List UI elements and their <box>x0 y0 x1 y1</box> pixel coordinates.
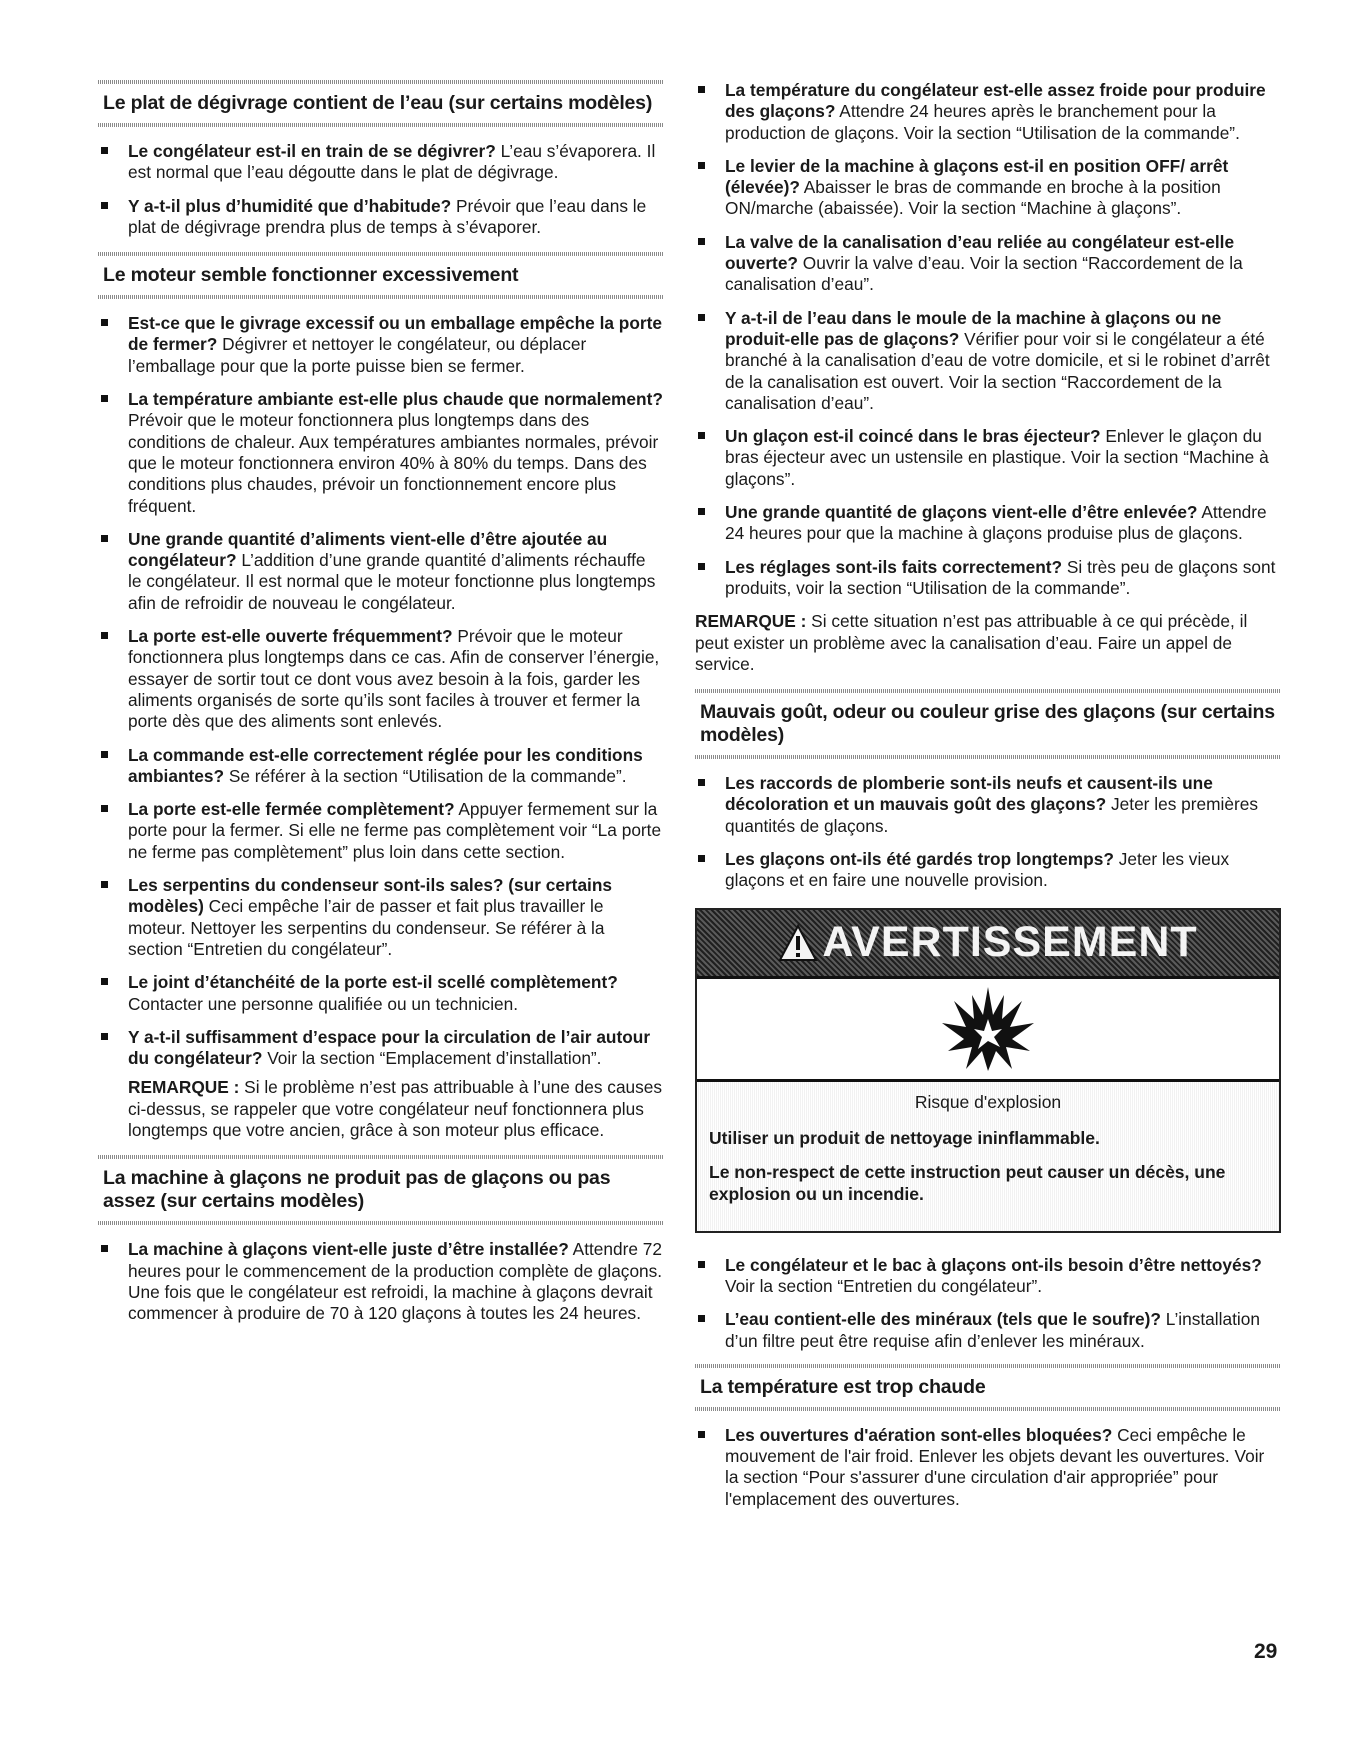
item-answer: Vérifier pour voir si le congélateur a été branché à la canalisation d’eau de votre domicile, et si le robinet d’arrêt de la canalisation est ouvert. Voir la section “Raccordement de la canalisation d’eau”. <box>725 328 1270 413</box>
remark <box>695 611 1281 675</box>
item-question: Y a-t-il suffisamment d’espace pour la circulation de l’air autour du congélateur? <box>128 1026 651 1069</box>
bullet-icon <box>101 395 108 402</box>
bullet-icon <box>101 978 108 985</box>
item-answer: Voir la section “Emplacement d’installation”. <box>262 1048 602 1069</box>
list-item <box>695 1309 1281 1352</box>
bullet-icon <box>698 563 705 570</box>
bullet-icon <box>698 1261 705 1268</box>
list-item <box>98 389 663 517</box>
list-item <box>695 156 1281 220</box>
item-answer: Attendre 24 heures après le branchement pour la production de glaçons. Voir la section “Utilisation de la commande”. <box>725 101 1240 143</box>
bullet-icon <box>698 1431 705 1438</box>
explosion-icon <box>938 985 1038 1073</box>
list-item <box>98 626 663 732</box>
list-item <box>695 773 1281 837</box>
section-header <box>98 1155 663 1225</box>
left-column <box>98 80 663 1338</box>
item-question: Les serpentins du condenseur sont-ils sales? (sur certains modèles) <box>128 875 613 917</box>
ice-maker-continued-list <box>695 80 1281 599</box>
remark-label: REMARQUE : <box>695 611 807 632</box>
list-item <box>695 80 1281 144</box>
bullet-icon <box>101 632 108 639</box>
section-header <box>695 689 1281 759</box>
list-item <box>695 502 1281 545</box>
item-answer: L’addition d’une grande quantité d’aliments réchauffe le congélateur. Il est normal que le moteur fonctionne plus longtemps afin de refroidir de nouveau le congélateur. <box>128 550 656 613</box>
bullet-icon <box>101 319 108 326</box>
section-header <box>98 252 663 299</box>
bullet-icon <box>698 86 705 93</box>
item-answer: Jeter les premières quantités de glaçons. <box>725 794 1258 836</box>
item-answer: Dégivrer et nettoyer le congélateur, ou déplacer l’emballage pour que la porte puisse bien se fermer. <box>128 334 587 376</box>
item-question: Y a-t-il de l’eau dans le moule de la machine à glaçons ou ne produit-elle pas de glaçons? <box>725 307 1222 349</box>
item-question: La porte est-elle fermée complètement? <box>128 799 455 820</box>
remark-text: Si cette situation n’est pas attribuable à ce qui précède, il peut exister un problème avec la canalisation d’eau. Faire un appel de service. <box>695 611 1248 674</box>
item-answer: Appuyer fermement sur la porte pour la fermer. Si elle ne ferme pas complètement voir “La porte ne ferme pas complètement” plus loin dans cette section. <box>128 799 662 862</box>
list-item <box>98 313 663 377</box>
item-answer: Se référer à la section “Utilisation de la commande”. <box>224 765 627 786</box>
item-answer: Si très peu de glaçons sont produits, voir la section “Utilisation de la commande”. <box>725 556 1276 598</box>
item-answer: Ceci empêche l’air de passer et fait plus travailler le moteur. Nettoyer les serpentins du condenseur. Se référer à la section “Entretien du congélateur”. <box>128 896 605 959</box>
section-title: Mauvais goût, odeur ou couleur grise des glaçons (sur certains modèles) <box>700 701 1275 747</box>
section-header <box>98 80 663 127</box>
item-question: Le levier de la machine à glaçons est-il en position OFF/ arrêt (élevée)? <box>725 155 1229 198</box>
item-answer: Contacter une personne qualifiée ou un technicien. <box>128 993 519 1014</box>
item-answer: L’installation d’un filtre peut être requise afin d’enlever les minéraux. <box>725 1309 1260 1351</box>
section-title: La machine à glaçons ne produit pas de glaçons ou pas assez (sur certains modèles) <box>103 1167 611 1213</box>
bullet-icon <box>698 238 705 245</box>
list-item <box>98 141 663 184</box>
bullet-icon <box>101 1033 108 1040</box>
warning-box <box>695 908 1281 1233</box>
item-question: La valve de la canalisation d’eau reliée au congélateur est-elle ouverte? <box>725 231 1235 274</box>
item-answer: Attendre 24 heures pour que la machine à glaçons produise plus de glaçons. <box>725 502 1267 544</box>
warning-triangle-icon <box>778 924 818 962</box>
item-question: Le joint d’étanchéité de la porte est-il scellé complètement? <box>128 972 618 993</box>
item-answer: L’eau s’évaporera. Il est normal que l’eau dégoutte dans le plat de dégivrage. <box>128 141 656 183</box>
list-item <box>695 426 1281 490</box>
list-item <box>98 875 663 960</box>
bullet-icon <box>698 1315 705 1322</box>
item-question: L’eau contient-elle des minéraux (tels que le soufre)? <box>725 1309 1161 1330</box>
section-title: La température est trop chaude <box>700 1375 986 1398</box>
item-question: Une grande quantité de glaçons vient-elle d’être enlevée? <box>725 502 1198 523</box>
item-answer: Ouvrir la valve d’eau. Voir la section “Raccordement de la canalisation d’eau”. <box>725 253 1243 295</box>
item-question: Une grande quantité d’aliments vient-elle d’être ajoutée au congélateur? <box>128 528 608 571</box>
list-item <box>695 1255 1281 1298</box>
list-item <box>98 1239 663 1324</box>
bullet-icon <box>698 314 705 321</box>
bullet-icon <box>698 432 705 439</box>
item-answer: Voir la section “Entretien du congélateur”. <box>725 1275 1043 1296</box>
section-ice-taste <box>695 689 1281 891</box>
list-item <box>98 972 663 1015</box>
section-temperature <box>695 1364 1281 1510</box>
after-warning-list <box>695 1255 1281 1352</box>
warning-caption: Risque d'explosion <box>914 1091 1062 1112</box>
list-item <box>98 799 663 863</box>
item-answer: Prévoir que le moteur fonctionnera plus longtemps dans des conditions de chaleur. Aux températures ambiantes normales, prévoir que le moteur fonctionnera environ 40% à 80% du temps. Dans des conditions plus chaudes, prévoir un fonctionnement encore plus fréquent. <box>128 410 659 516</box>
item-question: La commande est-elle correctement réglée pour les conditions ambiantes? <box>128 744 643 786</box>
bullet-icon <box>698 162 705 169</box>
item-answer: Attendre 72 heures pour le commencement de la production complète de glaçons. Une fois que le congélateur est refroidi, la machine à glaçons devrait commencer à produire de 70 à 120 glaçons à toutes les 24 heures. <box>128 1239 663 1324</box>
bullet-icon <box>698 779 705 786</box>
item-question: Les réglages sont-ils faits correctement? <box>725 556 1063 577</box>
bullet-icon <box>101 751 108 758</box>
warning-pictogram <box>697 979 1279 1082</box>
list-item <box>695 557 1281 600</box>
remark-text: Si le problème n’est pas attribuable à l’une des causes ci-dessus, se rappeler que votre congélateur neuf fonctionnera plus longtemps que votre ancien, grâce à son moteur plus efficace. <box>128 1077 663 1140</box>
bullet-icon <box>101 147 108 154</box>
item-question: La température du congélateur est-elle assez froide pour produire des glaçons? <box>725 80 1266 122</box>
item-answer: Jeter les vieux glaçons et en faire une nouvelle provision. <box>725 849 1230 891</box>
warning-body <box>697 1082 1279 1231</box>
item-answer: Ceci empêche le mouvement de l'air froid. Enlever les objets devant les ouvertures. Voir la section “Pour s'assurer d'une circulation d'air appropriée” pour l'emplacement des ouvertures. <box>725 1424 1265 1509</box>
section-ice-maker <box>98 1155 663 1324</box>
bullet-icon <box>101 805 108 812</box>
item-question: La température ambiante est-elle plus chaude que normalement? <box>128 389 663 410</box>
section-title: Le plat de dégivrage contient de l’eau (sur certains modèles) <box>103 92 653 114</box>
item-answer: Prévoir que le moteur fonctionnera plus longtemps dans ce cas. Afin de conserver l’énergie, essayer de sortir tout ce dont vous avez besoin à la fois, garder les aliments organisés de sorte qu’ils sont faciles à trouver et fermer la porte dès que des aliments sont enlevés. <box>128 626 660 732</box>
bullet-icon <box>101 202 108 209</box>
warning-title: AVERTISSEMENT <box>822 918 1198 967</box>
item-question: Un glaçon est-il coincé dans le bras éjecteur? <box>725 426 1101 447</box>
item-question: Y a-t-il plus d’humidité que d’habitude? <box>128 195 452 216</box>
remark <box>128 1077 663 1141</box>
section-defrost-pan <box>98 80 663 238</box>
warning-instruction: Utiliser un produit de nettoyage ininflammable. <box>709 1127 1100 1148</box>
item-question: La machine à glaçons vient-elle juste d’être installée? <box>128 1239 569 1260</box>
warning-banner <box>697 910 1279 979</box>
item-question: La porte est-elle ouverte fréquemment? <box>128 626 453 647</box>
bullet-icon <box>101 535 108 542</box>
bullet-icon <box>101 881 108 888</box>
list-item <box>695 232 1281 296</box>
bullet-icon <box>101 1245 108 1252</box>
item-question: Le congélateur est-il en train de se dégivrer? <box>128 141 496 161</box>
item-question: Les raccords de plomberie sont-ils neufs et causent-ils une décoloration et un mauvais goût des glaçons? <box>725 773 1213 815</box>
list-item <box>98 1027 663 1141</box>
page-number: 29 <box>1254 1640 1278 1663</box>
remark-label: REMARQUE : <box>128 1077 240 1098</box>
section-motor <box>98 252 663 1141</box>
item-question: Les ouvertures d'aération sont-elles bloquées? <box>725 1424 1113 1445</box>
section-title: Le moteur semble fonctionner excessivement <box>103 264 519 287</box>
section-header <box>695 1364 1281 1411</box>
warning-consequence: Le non-respect de cette instruction peut causer un décès, une explosion ou un incendie. <box>709 1161 1226 1204</box>
list-item <box>98 529 663 614</box>
right-column <box>695 80 1281 1524</box>
item-answer: Prévoir que l’eau dans le plat de dégivrage prendra plus de temps à s’évaporer. <box>128 195 647 237</box>
list-item <box>695 1425 1281 1510</box>
item-question: Le congélateur et le bac à glaçons ont-ils besoin d’être nettoyés? <box>725 1254 1262 1275</box>
list-item <box>695 308 1281 414</box>
bullet-icon <box>698 508 705 515</box>
list-item <box>98 745 663 788</box>
item-question: Les glaçons ont-ils été gardés trop longtemps? <box>725 849 1114 870</box>
item-answer: Enlever le glaçon du bras éjecteur avec un ustensile en plastique. Voir la section “Machine à glaçons”. <box>725 426 1269 489</box>
item-question: Est-ce que le givrage excessif ou un emballage empêche la porte de fermer? <box>128 313 662 355</box>
list-item <box>695 849 1281 892</box>
list-item <box>98 196 663 239</box>
bullet-icon <box>698 855 705 862</box>
item-answer: Abaisser le bras de commande en broche à la position ON/marche (abaissée). Voir la section “Machine à glaçons”. <box>725 177 1221 219</box>
